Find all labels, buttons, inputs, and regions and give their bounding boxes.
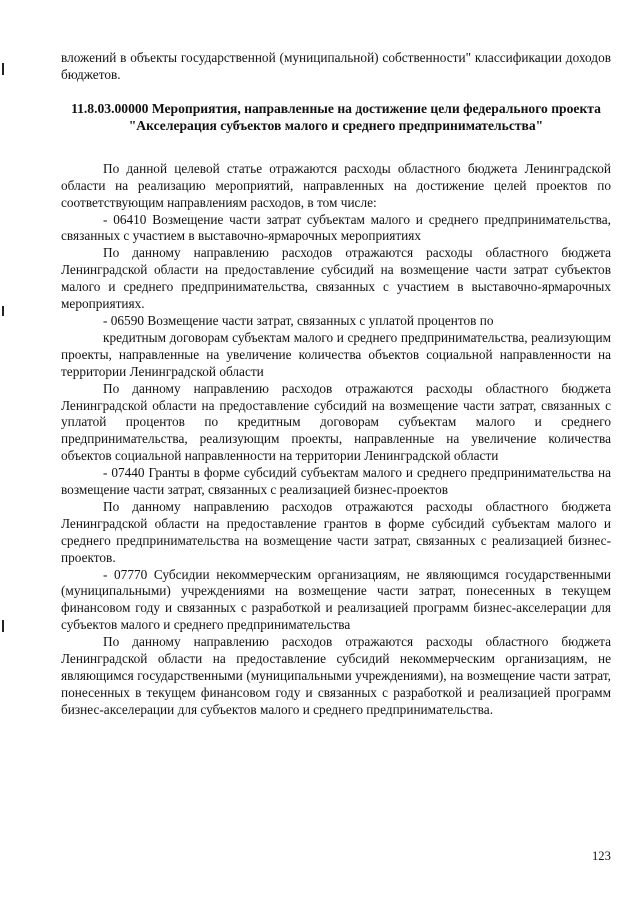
paragraph-continuation: вложений в объекты государственной (муниципальной) собственности" классификации доходов бюджетов. [61, 50, 611, 82]
document-body [61, 50, 611, 719]
paragraph-item-07770: - 07770 Субсидии некоммерческим организациям, не являющимся государственными (муниципальными) учреждениями на возмещение части затрат, понесенных в текущем финансовом году и связанных с разработкой и реализацией программ бизнес-акселерации для субъектов малого и среднего предпринимательства [61, 566, 611, 633]
section-heading: 11.8.03.00000 Мероприятия, направленные на достижение цели федерального проекта "Акселерация субъектов малого и среднего предпринимательства" [71, 100, 601, 133]
paragraph-item-06590-lead: - 06590 Возмещение части затрат, связанных с уплатой процентов по [103, 312, 494, 328]
paragraph-description-06590: По данному направлению расходов отражаются расходы областного бюджета Ленинградской области на предоставление субсидий на возмещение части затрат, связанных с уплатой процентов по кредитным договорам субъектам малого и среднего предпринимательства, реализующим проекты, направленные на увеличение количества объектов социальной направленности на территории Ленинградской области [61, 380, 611, 464]
scan-edge-mark [2, 620, 4, 632]
paragraph-item-06410: - 06410 Возмещение части затрат субъектам малого и среднего предпринимательства, связанных с участием в выставочно-ярмарочных мероприятиях [61, 211, 611, 244]
page-number: 123 [592, 849, 611, 863]
scan-edge-mark [2, 63, 4, 75]
paragraph-item-06590: кредитным договорам субъектам малого и среднего предпринимательства, реализующим проекты, направленные на увеличение количества объектов социальной направленности на территории Ленинградской области [61, 329, 611, 379]
paragraph-description-06410: По данному направлению расходов отражаются расходы областного бюджета Ленинградской области на предоставление субсидий на возмещение части затрат субъектов малого и среднего предпринимательства, связанных с участием в выставочно-ярмарочных мероприятиях. [61, 245, 611, 312]
paragraph-intro: По данной целевой статье отражаются расходы областного бюджета Ленинградской области на реализацию мероприятий, направленных на достижение целей проектов по соответствующим направлениям расходов, в том числе: [61, 160, 611, 210]
scan-edge-mark [2, 306, 4, 316]
paragraph-description-07770: По данному направлению расходов отражаются расходы областного бюджета Ленинградской области на предоставление субсидий некоммерческим организациям, не являющимся государственными (муниципальными учреждениями), на возмещение части затрат, понесенных в текущем финансовом году и связанных с разработкой и реализацией программ бизнес-акселерации для субъектов малого и среднего предпринимательства. [61, 634, 611, 717]
paragraph-item-07440: - 07440 Гранты в форме субсидий субъектам малого и среднего предпринимательства на возмещение части затрат, связанных с реализацией бизнес-проектов [61, 465, 611, 498]
paragraph-description-07440: По данному направлению расходов отражаются расходы областного бюджета Ленинградской области на предоставление грантов в форме субсидий субъектам малого и среднего предпринимательства на возмещение части затрат, связанных с реализацией бизнес-проектов. [61, 498, 611, 565]
